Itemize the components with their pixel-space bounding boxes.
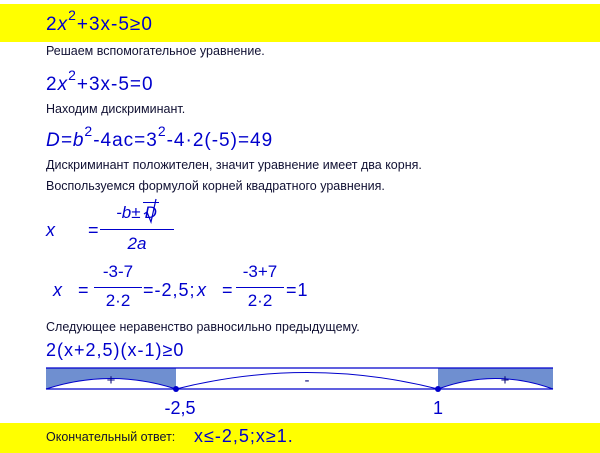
root1-numerator: -3-7 <box>102 262 134 281</box>
den-2a: 2a <box>127 234 147 253</box>
answer-value: x≤-2,5;x≥1. <box>194 426 294 446</box>
coef: 2 <box>46 74 58 95</box>
sign-diagram <box>0 360 600 422</box>
var-x: x <box>53 280 63 300</box>
factored-inequality: 2(x+2,5)(x-1)≥0 <box>46 340 185 360</box>
point-label-1: -2,5 <box>164 398 196 418</box>
step-use-formula: Воспользуемся формулой корней квадратного уравнения. <box>46 179 385 193</box>
root1-value: =-2,5; <box>143 280 196 300</box>
problem-banner <box>0 4 600 42</box>
answer-label: Окончательный ответ: <box>46 430 176 444</box>
root2-x <box>197 280 207 301</box>
answer-banner <box>0 423 600 453</box>
point-minus-2-5 <box>173 386 179 392</box>
equation-rest: +3x-5=0 <box>76 74 154 95</box>
sign-middle: - <box>304 372 310 389</box>
exponent: 2 <box>68 67 77 83</box>
var-x: x <box>57 14 69 35</box>
disc-mid: -4ac=3 <box>93 130 158 151</box>
inequality-rest: +3x-5≥0 <box>76 14 153 35</box>
disc-tail: -4·2(-5)=49 <box>166 130 274 151</box>
radicand-d: D <box>144 203 157 222</box>
root2-fraction-bar <box>236 287 284 288</box>
exponent: 2 <box>157 123 167 139</box>
root1-fraction-bar <box>94 287 142 288</box>
problem-inequality <box>46 7 153 36</box>
var-x: x <box>197 280 207 300</box>
point-label-2: 1 <box>432 398 444 418</box>
aux-equation <box>46 67 154 96</box>
formula-eq: = <box>88 220 100 240</box>
root2-denominator: 2·2 <box>247 291 273 310</box>
root2-value: =1 <box>286 280 309 300</box>
formula-x <box>46 220 56 241</box>
var-x: x <box>46 220 56 240</box>
root1-eq: = <box>78 280 90 300</box>
sqrt-sign-icon <box>143 198 157 224</box>
root2-numerator: -3+7 <box>242 262 278 281</box>
num-prefix: -b± <box>116 203 141 222</box>
exponent: 2 <box>68 7 77 23</box>
discriminant-formula <box>46 123 274 152</box>
point-1 <box>435 386 441 392</box>
formula-numerator <box>100 202 175 223</box>
disc-lhs: D=b <box>46 130 85 151</box>
var-x: x <box>57 74 69 95</box>
coef: 2 <box>46 14 58 35</box>
root2-eq: = <box>222 280 234 300</box>
root1-denominator: 2·2 <box>105 291 131 310</box>
step-find-disc: Находим дискриминант. <box>46 102 186 116</box>
root1-x <box>53 280 63 301</box>
sign-left: + <box>106 372 116 389</box>
step-solve-aux: Решаем вспомогательное уравнение. <box>46 44 265 58</box>
step-equivalent: Следующее неравенство равносильно предыдущему. <box>46 320 360 334</box>
formula-denominator <box>100 234 174 254</box>
step-disc-positive: Дискриминант положителен, значит уравнение имеет два корня. <box>46 158 422 172</box>
exponent: 2 <box>84 123 94 139</box>
sign-right: + <box>500 372 510 389</box>
fraction-bar <box>100 229 174 230</box>
